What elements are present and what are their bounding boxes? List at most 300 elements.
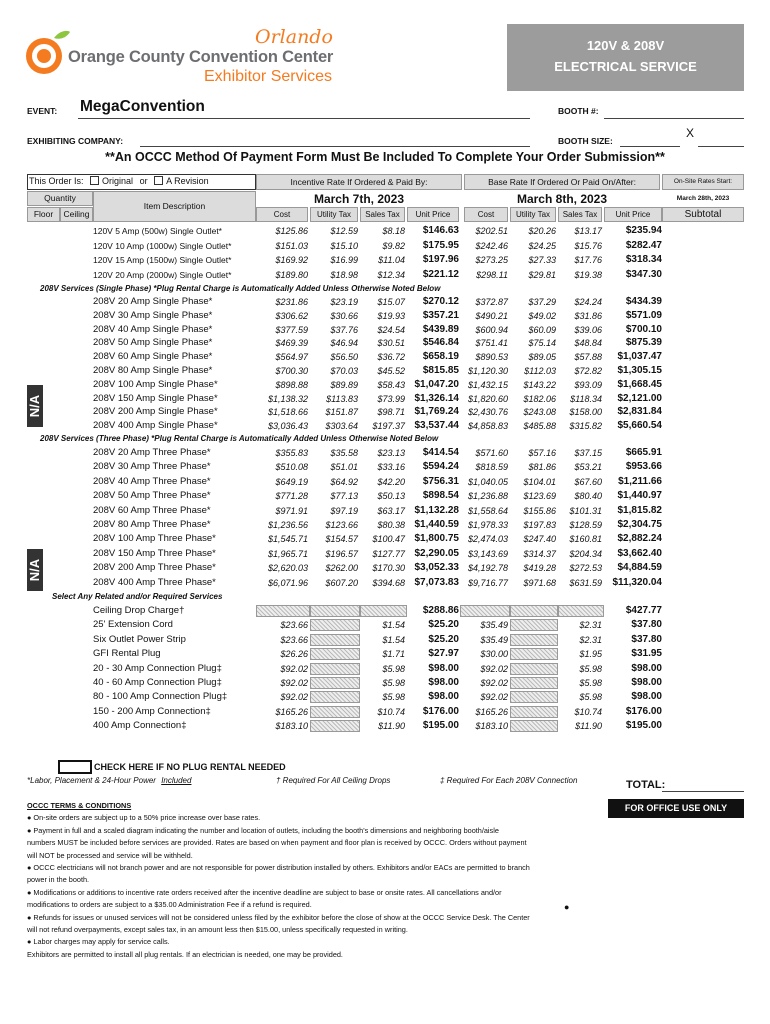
cell-base-cost: $1,040.05 xyxy=(467,476,508,487)
or-label: or xyxy=(139,176,148,186)
cell-description: Six Outlet Power Strip xyxy=(93,633,186,645)
cell-subtotal: $195.00 xyxy=(625,720,662,732)
cell-base-cost: $818.59 xyxy=(475,462,508,473)
cell-cost: $151.03 xyxy=(275,240,308,251)
cell-subtotal: $700.10 xyxy=(625,323,662,335)
cell-subtotal: $98.00 xyxy=(631,691,662,703)
cell-subtotal: $235.94 xyxy=(625,225,662,236)
ceiling-qty-field[interactable] xyxy=(60,460,93,474)
cell-unit-price: $1,769.24 xyxy=(414,406,459,418)
table-row xyxy=(0,309,770,323)
cell-sales-tax: $80.38 xyxy=(377,520,405,530)
ceiling-qty-field[interactable] xyxy=(60,239,93,253)
cell-base-utility-tax: $143.22 xyxy=(523,379,556,390)
cell-base-sales-tax: $39.06 xyxy=(574,324,602,335)
cell-base-cost: $600.94 xyxy=(475,324,508,335)
base-date: March 8th, 2023 xyxy=(516,192,608,206)
floor-qty-field[interactable] xyxy=(27,504,60,518)
cell-sales-tax: $127.77 xyxy=(372,548,405,559)
cell-description: 25' Extension Cord xyxy=(93,619,173,631)
cell-base-sales-tax: $2.31 xyxy=(579,634,602,645)
event-value[interactable]: MegaConvention xyxy=(80,98,205,115)
cell-sales-tax: $1.71 xyxy=(382,649,405,660)
cell-description: 208V 40 Amp Single Phase* xyxy=(93,323,213,335)
cell-description: 208V 100 Amp Three Phase* xyxy=(93,533,216,545)
cell-unit-price: $176.00 xyxy=(422,705,459,717)
unavailable-cell xyxy=(510,605,558,617)
cell-subtotal: $2,882.24 xyxy=(617,533,662,545)
terms-line: ● Labor charges may apply for service calls. xyxy=(27,937,170,947)
unavailable-cell xyxy=(310,677,360,689)
cell-utility-tax: $151.87 xyxy=(325,407,358,418)
floor-qty-field[interactable] xyxy=(27,323,60,337)
cell-base-sales-tax: $631.59 xyxy=(569,577,602,588)
cell-utility-tax: $51.01 xyxy=(330,462,358,473)
cell-sales-tax: $58.43 xyxy=(377,379,405,390)
floor-qty-field[interactable] xyxy=(27,489,60,503)
cell-subtotal: $434.39 xyxy=(625,296,662,307)
cell-base-sales-tax: $128.59 xyxy=(569,520,602,530)
booth-number-label: BOOTH #: xyxy=(558,106,599,116)
cell-cost: $377.59 xyxy=(275,324,308,335)
cell-base-utility-tax: $485.88 xyxy=(523,421,556,432)
unavailable-cell xyxy=(510,619,558,631)
ceiling-qty-field[interactable] xyxy=(60,392,93,406)
cell-base-cost: $35.49 xyxy=(480,620,508,631)
ceiling-qty-field[interactable] xyxy=(60,705,93,719)
unavailable-cell xyxy=(256,605,310,617)
cell-base-cost: $1,432.15 xyxy=(467,379,508,390)
table-row xyxy=(0,475,770,489)
cell-base-utility-tax: $243.08 xyxy=(523,407,556,418)
table-row xyxy=(0,618,770,632)
table-row xyxy=(0,662,770,676)
ceiling-qty-field[interactable] xyxy=(60,253,93,267)
table-row xyxy=(0,350,770,364)
cell-base-utility-tax: $197.83 xyxy=(523,520,556,530)
floor-qty-field[interactable] xyxy=(27,253,60,267)
cell-description: 208V 400 Amp Three Phase* xyxy=(93,576,216,588)
terms-line: ● Refunds for issues or unused services will not be considered unless filed by the exhibitor before the close of show at the OCCC Service Desk. The Center xyxy=(27,912,530,922)
cell-description: 208V 20 Amp Three Phase* xyxy=(93,447,211,458)
cell-cost: $971.91 xyxy=(275,505,308,516)
cell-subtotal: $31.95 xyxy=(631,648,662,660)
cell-unit-price: $546.84 xyxy=(422,337,459,349)
floor-qty-field[interactable] xyxy=(27,224,60,238)
cell-base-sales-tax: $17.76 xyxy=(574,255,602,266)
cell-description: 208V 100 Amp Single Phase* xyxy=(93,378,218,390)
floor-qty-field[interactable] xyxy=(27,705,60,719)
incentive-title: Incentive Rate If Ordered & Paid By: xyxy=(290,177,428,187)
cell-subtotal: $1,037.47 xyxy=(617,351,662,363)
cell-sales-tax: $15.07 xyxy=(377,297,405,307)
cell-sales-tax: $30.51 xyxy=(377,338,405,349)
cell-base-sales-tax: $1.95 xyxy=(579,649,602,660)
cell-base-cost: $273.25 xyxy=(475,255,508,266)
related-section-title: Select Any Related and/or Required Services xyxy=(52,592,223,601)
ceiling-qty-field[interactable] xyxy=(60,224,93,238)
cell-utility-tax: $607.20 xyxy=(325,577,358,588)
ceiling-qty-field[interactable] xyxy=(60,532,93,546)
terms-line: power in the booth. xyxy=(27,875,90,885)
cell-base-cost: $92.02 xyxy=(480,678,508,688)
cell-cost: $231.86 xyxy=(275,297,308,307)
cell-subtotal: $2,831.84 xyxy=(617,406,662,418)
cell-base-utility-tax: $57.16 xyxy=(528,448,556,458)
labor-included: Included xyxy=(161,776,192,785)
cell-sales-tax: $45.52 xyxy=(377,366,405,376)
cell-utility-tax: $77.13 xyxy=(330,491,358,502)
cell-subtotal: $2,121.00 xyxy=(617,392,662,404)
ceiling-qty-field[interactable] xyxy=(60,647,93,661)
cell-base-utility-tax: $29.81 xyxy=(528,270,556,281)
floor-qty-field[interactable] xyxy=(27,460,60,474)
table-row xyxy=(0,604,770,618)
cell-description: 20 - 30 Amp Connection Plug‡ xyxy=(93,662,222,674)
cell-unit-price: $414.54 xyxy=(422,447,459,458)
floor-qty-field[interactable] xyxy=(27,532,60,546)
labor-note-text: *Labor, Placement & 24-Hour Power xyxy=(27,776,156,785)
table-row xyxy=(0,419,770,433)
cell-base-cost: $298.11 xyxy=(476,270,508,281)
cell-utility-tax: $35.58 xyxy=(330,448,358,458)
table-row xyxy=(0,576,770,590)
cell-utility-tax: $23.19 xyxy=(330,297,358,307)
cell-cost: $564.97 xyxy=(275,352,308,363)
floor-qty-field[interactable] xyxy=(27,475,60,489)
floor-qty-field[interactable] xyxy=(27,295,60,309)
event-label: EVENT: xyxy=(27,106,58,116)
cell-base-cost: $92.02 xyxy=(480,663,508,674)
terms-line: Exhibitors are permitted to install all plug rentals. If an electrician is needed, one may be provided. xyxy=(27,949,343,959)
cell-unit-price: $3,052.33 xyxy=(414,562,459,574)
cell-description: 208V 50 Amp Three Phase* xyxy=(93,490,211,502)
column-header-utility-tax: Utility Tax xyxy=(515,210,551,219)
cell-base-cost: $30.00 xyxy=(480,649,508,660)
ceiling-qty-field[interactable] xyxy=(60,364,93,378)
ceiling-qty-field[interactable] xyxy=(60,719,93,733)
total-label: TOTAL: xyxy=(626,779,666,791)
cell-description: 208V 200 Amp Single Phase* xyxy=(93,406,218,418)
ceiling-qty-field[interactable] xyxy=(60,295,93,309)
cell-base-utility-tax: $20.26 xyxy=(528,226,556,236)
cell-cost: $898.88 xyxy=(275,379,308,390)
cell-base-utility-tax: $112.03 xyxy=(524,366,556,376)
column-header-sales-tax: Sales Tax xyxy=(562,210,598,219)
unavailable-cell xyxy=(310,648,360,660)
cell-cost: $165.26 xyxy=(275,706,308,717)
ceiling-qty-field[interactable] xyxy=(60,676,93,690)
table-row xyxy=(0,561,770,575)
logo-title: Orange County Convention Center xyxy=(68,48,334,66)
cell-base-cost: $92.02 xyxy=(480,692,508,703)
floor-qty-field[interactable] xyxy=(27,604,60,618)
unavailable-cell xyxy=(310,605,360,617)
exhibiting-company-field[interactable] xyxy=(140,146,530,147)
cell-description: 208V 80 Amp Single Phase* xyxy=(93,365,213,376)
cell-base-sales-tax: $31.86 xyxy=(574,310,602,321)
no-plug-checkbox[interactable] xyxy=(58,760,92,774)
floor-qty-field[interactable] xyxy=(27,676,60,690)
cell-base-utility-tax: $155.86 xyxy=(523,505,556,516)
cell-cost: $306.62 xyxy=(275,310,308,321)
booth-size-label: BOOTH SIZE: xyxy=(558,136,613,146)
cell-description: 400 Amp Connection‡ xyxy=(93,720,187,732)
cell-description: 208V 30 Amp Three Phase* xyxy=(93,461,211,473)
cell-sales-tax: $5.98 xyxy=(382,663,405,674)
quantity-label: Quantity xyxy=(44,193,76,203)
ceiling-qty-field[interactable] xyxy=(60,378,93,392)
event-underline xyxy=(78,118,530,119)
cell-subtotal: $1,211.66 xyxy=(618,475,662,487)
cell-cost: $1,545.71 xyxy=(267,534,308,545)
ceiling-qty-field[interactable] xyxy=(60,633,93,647)
na-label-three: N/A xyxy=(27,549,43,591)
cell-sales-tax: $8.18 xyxy=(382,226,405,236)
item-description-label: Item Description xyxy=(143,201,206,211)
cell-cost: $125.86 xyxy=(275,226,308,236)
cell-cost: $169.92 xyxy=(275,255,308,266)
ceiling-qty-field[interactable] xyxy=(60,518,93,532)
cell-base-sales-tax: $11.90 xyxy=(575,721,602,732)
cell-utility-tax: $12.59 xyxy=(330,226,358,236)
cell-utility-tax: $56.50 xyxy=(330,352,358,363)
cell-utility-tax: $15.10 xyxy=(330,240,358,251)
cell-subtotal: $3,662.40 xyxy=(617,547,662,559)
cell-base-sales-tax: $5.98 xyxy=(579,663,602,674)
cell-subtotal: $37.80 xyxy=(631,633,662,645)
ceiling-qty-field[interactable] xyxy=(60,604,93,618)
cell-base-sales-tax: $315.82 xyxy=(569,421,602,432)
cell-sales-tax: $12.34 xyxy=(377,270,405,281)
cell-cost: $2,620.03 xyxy=(267,563,308,574)
cell-description: 80 - 100 Amp Connection Plug‡ xyxy=(93,691,228,703)
cell-cost: $92.02 xyxy=(280,663,308,674)
unavailable-cell xyxy=(310,691,360,703)
unavailable-cell xyxy=(460,605,510,617)
cell-sales-tax: $33.16 xyxy=(377,462,405,473)
cell-base-utility-tax: $75.14 xyxy=(528,338,556,349)
office-use-only: FOR OFFICE USE ONLY xyxy=(608,799,744,818)
bullet-mark: ● xyxy=(564,902,570,912)
cell-base-utility-tax: $182.06 xyxy=(523,393,556,404)
cell-sales-tax: $9.82 xyxy=(382,240,405,251)
cell-cost: $355.83 xyxy=(275,448,308,458)
cell-cost: $1,236.56 xyxy=(267,520,308,530)
floor-qty-field[interactable] xyxy=(27,690,60,704)
floor-qty-field[interactable] xyxy=(27,309,60,323)
ceiling-qty-field[interactable] xyxy=(60,405,93,419)
cell-base-sales-tax: $272.53 xyxy=(569,563,602,574)
unavailable-cell xyxy=(510,720,558,732)
cell-unit-price: $27.97 xyxy=(428,648,459,660)
logo-subtitle: Exhibitor Services xyxy=(204,68,333,85)
onsite-date: March 28th, 2023 xyxy=(676,195,730,202)
floor-qty-field[interactable] xyxy=(27,350,60,364)
cell-base-utility-tax: $123.69 xyxy=(523,491,556,502)
cell-utility-tax: $37.76 xyxy=(330,324,358,335)
ceiling-qty-field[interactable] xyxy=(60,662,93,676)
cell-utility-tax: $46.94 xyxy=(330,338,358,349)
floor-qty-field[interactable] xyxy=(27,239,60,253)
cell-base-utility-tax: $81.86 xyxy=(528,462,556,473)
booth-size-depth-field[interactable] xyxy=(698,146,744,147)
terms-title: OCCC TERMS & CONDITIONS xyxy=(27,801,132,810)
cell-base-sales-tax: $5.98 xyxy=(579,692,602,703)
cell-sales-tax: $1.54 xyxy=(382,634,405,645)
ceiling-qty-field[interactable] xyxy=(60,268,93,282)
cell-base-sales-tax: $2.31 xyxy=(579,620,602,631)
floor-qty-field[interactable] xyxy=(27,446,60,460)
cell-unit-price: $25.20 xyxy=(428,633,459,645)
cell-subtotal: $4,884.59 xyxy=(617,562,662,574)
cell-unit-price: $98.00 xyxy=(428,677,459,688)
cell-unit-price: $197.96 xyxy=(422,254,459,266)
ceiling-qty-field[interactable] xyxy=(60,419,93,433)
terms-line: ● OCCC electricians will not branch power and are not responsible for power distribution installed by others. Exhibitors and/or EACs are permitted to branch xyxy=(27,863,530,873)
cell-sales-tax: $11.04 xyxy=(378,255,405,266)
ceiling-qty-field[interactable] xyxy=(60,323,93,337)
table-row xyxy=(0,489,770,503)
ceiling-qty-field[interactable] xyxy=(60,489,93,503)
cell-utility-tax: $262.00 xyxy=(325,563,358,574)
ceiling-qty-field[interactable] xyxy=(60,446,93,460)
cell-sales-tax: $10.74 xyxy=(377,706,405,717)
ceiling-qty-field[interactable] xyxy=(60,618,93,632)
ceiling-qty-field[interactable] xyxy=(60,576,93,590)
floor-qty-field[interactable] xyxy=(27,268,60,282)
floor-qty-field[interactable] xyxy=(27,719,60,733)
cell-unit-price: $2,290.05 xyxy=(414,547,459,559)
unavailable-cell xyxy=(510,634,558,646)
unavailable-cell xyxy=(510,677,558,689)
cell-subtotal: $1,815.82 xyxy=(617,504,662,516)
cell-subtotal: $98.00 xyxy=(631,677,662,688)
cell-description: GFI Rental Plug xyxy=(93,648,161,660)
floor-qty-field[interactable] xyxy=(27,647,60,661)
cell-description: 208V 400 Amp Single Phase* xyxy=(93,420,218,432)
table-row xyxy=(0,633,770,647)
floor-qty-field[interactable] xyxy=(27,364,60,378)
cell-base-cost: $9,716.77 xyxy=(467,577,508,588)
terms-line: ● Modifications or additions to incentive rate orders received after the incentive deadline are subject to base or onsite rates. All cancellations and/or xyxy=(27,887,502,897)
cell-description: Ceiling Drop Charge† xyxy=(93,605,185,616)
cell-subtotal: $347.30 xyxy=(625,269,662,281)
cell-subtotal: $37.80 xyxy=(631,619,662,631)
original-label: Original xyxy=(102,176,134,186)
cell-base-sales-tax: $53.21 xyxy=(574,462,602,473)
ceiling-qty-field[interactable] xyxy=(60,309,93,323)
cell-description: 208V 200 Amp Three Phase* xyxy=(93,562,216,574)
cell-utility-tax: $16.99 xyxy=(330,255,358,266)
cell-subtotal: $665.91 xyxy=(625,447,662,458)
cell-cost: $469.39 xyxy=(275,338,308,349)
ceiling-qty-field[interactable] xyxy=(60,547,93,561)
floor-qty-field[interactable] xyxy=(27,662,60,676)
cell-description: 208V 40 Amp Three Phase* xyxy=(93,475,211,487)
column-header-subtotal: Subtotal xyxy=(684,209,722,220)
cell-base-utility-tax: $27.33 xyxy=(528,255,556,266)
unavailable-cell xyxy=(510,706,558,718)
table-row xyxy=(0,532,770,546)
labor-note xyxy=(27,776,191,785)
booth-size-width-field[interactable] xyxy=(620,146,680,147)
cell-base-utility-tax: $37.29 xyxy=(528,297,556,307)
logo-script-text: Orlando xyxy=(255,26,333,48)
table-row xyxy=(0,378,770,392)
cell-sales-tax: $73.99 xyxy=(377,393,405,404)
unavailable-cell xyxy=(360,605,407,617)
cell-utility-tax: $89.89 xyxy=(330,379,358,390)
cell-subtotal: $11,320.04 xyxy=(612,576,662,588)
floor-qty-field[interactable] xyxy=(27,633,60,647)
na-label-single: N/A xyxy=(27,385,43,427)
cell-base-sales-tax: $57.88 xyxy=(574,352,602,363)
ceiling-qty-field[interactable] xyxy=(60,336,93,350)
cell-base-cost: $165.26 xyxy=(475,706,508,717)
cell-base-sales-tax: $101.31 xyxy=(569,505,602,516)
total-field[interactable] xyxy=(662,791,744,792)
cell-base-sales-tax: $10.74 xyxy=(574,706,602,717)
original-checkbox[interactable] xyxy=(90,176,99,185)
cell-description: 208V 150 Amp Three Phase* xyxy=(93,547,216,559)
cell-base-sales-tax: $19.38 xyxy=(574,270,602,281)
ceiling-label: Ceiling xyxy=(63,209,90,219)
terms-and-conditions xyxy=(27,800,587,961)
ceiling-qty-field[interactable] xyxy=(60,504,93,518)
floor-qty-field[interactable] xyxy=(27,336,60,350)
table-row xyxy=(0,676,770,690)
cell-base-sales-tax: $80.40 xyxy=(574,491,602,502)
cell-base-sales-tax: $204.34 xyxy=(569,548,602,559)
ceiling-qty-field[interactable] xyxy=(60,561,93,575)
ceiling-qty-field[interactable] xyxy=(60,475,93,489)
unavailable-cell xyxy=(310,720,360,732)
column-header-utility-tax: Utility Tax xyxy=(316,210,352,219)
floor-qty-field[interactable] xyxy=(27,618,60,632)
ceiling-qty-field[interactable] xyxy=(60,690,93,704)
cell-description: 208V 80 Amp Three Phase* xyxy=(93,519,211,530)
booth-number-field[interactable] xyxy=(604,118,744,119)
cell-sales-tax: $50.13 xyxy=(377,491,405,502)
cell-cost: $26.26 xyxy=(280,649,308,660)
payment-notice: **An OCCC Method Of Payment Form Must Be Included To Complete Your Order Submission** xyxy=(105,150,665,164)
cell-cost: $1,138.32 xyxy=(267,393,308,404)
cell-sales-tax: $11.90 xyxy=(378,721,405,732)
cell-description: 120V 5 Amp (500w) Single Outlet* xyxy=(93,226,222,236)
cell-utility-tax: $64.92 xyxy=(330,476,358,487)
table-row xyxy=(0,336,770,350)
revision-checkbox[interactable] xyxy=(154,176,163,185)
ceiling-qty-field[interactable] xyxy=(60,350,93,364)
base-title: Base Rate If Ordered Or Paid On/After: xyxy=(488,177,636,187)
floor-qty-field[interactable] xyxy=(27,518,60,532)
unavailable-cell xyxy=(310,619,360,631)
cell-subtotal: $98.00 xyxy=(631,662,662,674)
table-row xyxy=(0,705,770,719)
revision-label: A Revision xyxy=(166,176,209,186)
cell-unit-price: $658.19 xyxy=(422,351,459,363)
table-row xyxy=(0,446,770,460)
cell-sales-tax: $36.72 xyxy=(377,352,405,363)
table-row xyxy=(0,224,770,238)
cell-subtotal: $1,668.45 xyxy=(617,378,662,390)
cell-base-cost: $372.87 xyxy=(475,297,508,307)
cell-unit-price: $3,537.44 xyxy=(414,420,459,432)
cell-subtotal: $2,304.75 xyxy=(617,519,662,530)
table-row xyxy=(0,405,770,419)
column-header-unit-price: Unit Price xyxy=(615,210,651,219)
